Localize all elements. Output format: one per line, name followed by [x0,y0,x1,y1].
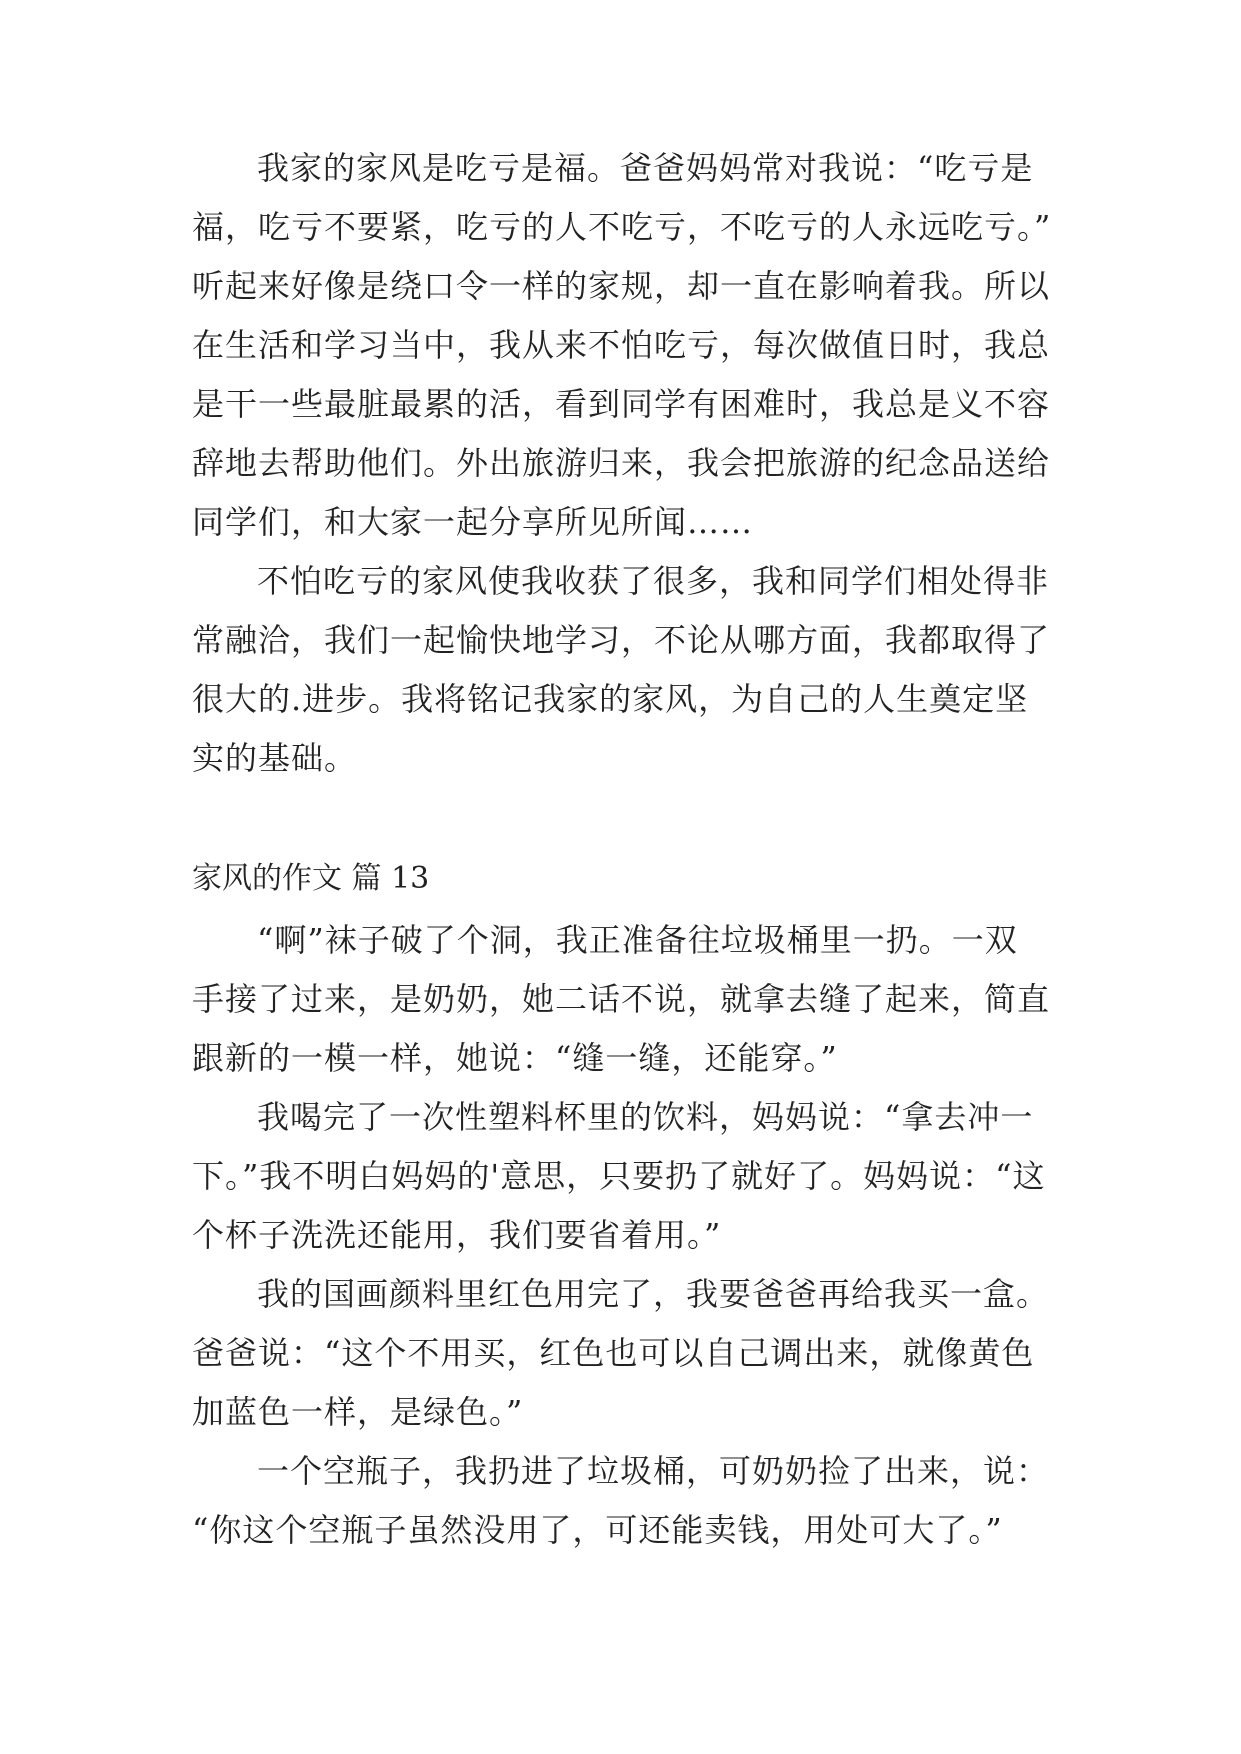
text-line: 辞地去帮助他们。外出旅游归来，我会把旅游的纪念品送给 [192,444,1051,482]
text-line: 我家的家风是吃亏是福。爸爸妈妈常对我说：“吃亏是 [257,149,1034,187]
text-line: 是干一些最脏最累的活，看到同学有困难时，我总是义不容 [192,385,1051,423]
text-line: 加蓝色一样，是绿色。” [192,1393,524,1431]
text-line: 听起来好像是绕口令一样的家规，却一直在影响着我。所以 [192,267,1051,305]
text-line: 一个空瓶子，我扔进了垃圾桶，可奶奶捡了出来，说： [257,1452,1050,1490]
text-line: 我的国画颜料里红色用完了，我要爸爸再给我买一盒。 [257,1275,1050,1313]
text-line: 在生活和学习当中，我从来不怕吃亏，每次做值日时，我总 [192,326,1051,364]
text-line: 福，吃亏不要紧，吃亏的人不吃亏，不吃亏的人永远吃亏。” [192,208,1052,246]
text-line: “你这个空瓶子虽然没用了，可还能卖钱，用处可大了。” [192,1511,1003,1549]
text-line: 我喝完了一次性塑料杯里的饮料，妈妈说：“拿去冲一 [257,1098,1034,1136]
text-line: 实的基础。 [192,739,358,777]
text-line: 下。”我不明白妈妈的'意思，只要扔了就好了。妈妈说：“这 [192,1157,1046,1195]
text-line: 常融洽，我们一起愉快地学习，不论从哪方面，我都取得了 [192,621,1051,659]
text-line: 个杯子洗洗还能用，我们要省着用。” [192,1216,722,1254]
text-line: “啊”袜子破了个洞，我正准备往垃圾桶里一扔。一双 [257,921,1018,959]
text-line: 手接了过来，是奶奶，她二话不说，就拿去缝了起来，简直 [192,980,1051,1018]
text-line: 同学们，和大家一起分享所见所闻…… [192,503,754,541]
text-line: 很大的.进步。我将铭记我家的家风，为自己的人生奠定坚 [192,680,1029,718]
text-line: 跟新的一模一样，她说：“缝一缝，还能穿。” [192,1039,838,1077]
text-line: 不怕吃亏的家风使我收获了很多，我和同学们相处得非 [257,562,1050,600]
text-line: 爸爸说：“这个不用买，红色也可以自己调出来，就像黄色 [192,1334,1035,1372]
section-heading: 家风的作文 篇 13 [192,861,430,896]
